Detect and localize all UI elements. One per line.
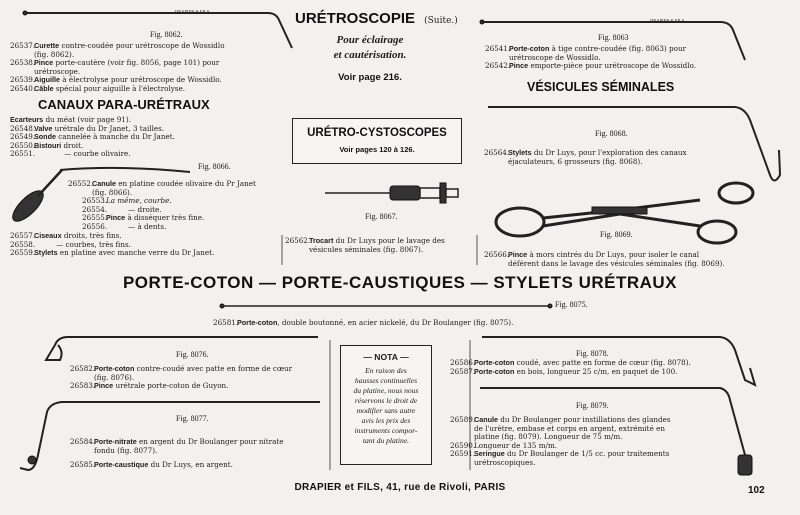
entry-line: urétroscope de Wossidlo. xyxy=(509,52,601,62)
entries-stylets-luys xyxy=(484,149,687,166)
entry-line: 26586.Porte-coton coudé, avec patte en forme de cœur (fig. 8078). xyxy=(450,358,691,367)
entry-line: fondu (fig. 8077). xyxy=(94,445,158,455)
fig-8069-caption: Fig. 8069. xyxy=(600,230,633,239)
fig-8068-caption: Fig. 8068. xyxy=(595,129,628,138)
entry-line: 26564.Stylets du Dr Luys, pour l'exploration des canaux xyxy=(484,148,687,157)
drapier-label: DRAPIER & FILS xyxy=(650,18,685,23)
drapier-label: DRAPIER & FILS xyxy=(175,9,210,14)
page-title: URÉTROSCOPIE xyxy=(295,10,416,27)
page-number: 102 xyxy=(748,485,765,496)
cysto-heading: URÉTRO-CYSTOSCOPES xyxy=(307,127,447,139)
nota-line: modifier sans autre xyxy=(356,406,416,415)
entries-pince-luys xyxy=(484,251,725,268)
entries-8078 xyxy=(450,359,691,376)
entries-canule xyxy=(68,180,256,232)
entry-line: 26584.Porte-nitrate en argent du Dr Boulanger pour nitrate xyxy=(70,437,284,446)
nota-box xyxy=(340,345,432,465)
fig-8078-caption: Fig. 8078. xyxy=(576,349,609,358)
entry-line: 26549.Sonde cannelée à manche du Dr Janet. xyxy=(10,132,175,142)
entry-line: urétroscopiques. xyxy=(474,457,536,467)
entries-ciseaux xyxy=(10,232,214,258)
subtitle-line2: et cautérisation. xyxy=(333,49,407,61)
stylets-luys-illustration xyxy=(488,107,780,181)
entry-line: 26552.Canule en platine coudée olivaire du Pr Janet xyxy=(68,179,256,188)
entries-8076 xyxy=(70,365,292,391)
entry-line: 26589.Canule du Dr Boulanger pour instillations des glandes xyxy=(450,415,671,424)
entry-8075: 26581.Porte-coton, double boutonné, en acier nickelé, du Dr Boulanger (fig. 8075). xyxy=(213,318,514,327)
fig-8063-caption: Fig. 8063 xyxy=(598,33,629,42)
nota-line: hausses continuelles xyxy=(354,376,418,385)
entry-line: 26554. — droite. xyxy=(82,204,162,214)
trocart-illustration xyxy=(325,183,458,203)
entry-line: platine (fig. 8079). Longueur de 75 m/m. xyxy=(474,432,623,442)
entry-line: 26557.Ciseaux droits, très fins. xyxy=(10,231,122,240)
nota-line: avis les prix des xyxy=(361,416,411,425)
entry-line: 26558. — courbes, très fins. xyxy=(10,239,131,249)
page-title-suite: (Suite.) xyxy=(424,16,458,26)
entry-line: 26590.Longueur de 135 m/m. xyxy=(450,440,558,450)
page-header xyxy=(295,8,458,27)
entries-8079 xyxy=(450,416,671,468)
entry-line: déférent dans le lavage des vésicules séminales (fig. 8069). xyxy=(508,258,725,268)
entries-porte-coton-8063 xyxy=(485,45,696,71)
entry-line: (fig. 8062). xyxy=(34,49,75,59)
entry-line: 26553.La même, courbe. xyxy=(82,196,172,206)
fig-8079-caption: Fig. 8079. xyxy=(576,401,609,410)
fig-8066-caption: Fig. 8066. xyxy=(198,162,231,171)
voir-page: Voir page 216. xyxy=(338,72,402,83)
entry-line: 26548.Valve urétrale du Dr Janet, 3 tailles. xyxy=(10,123,165,133)
entry-line: 26550.Bistouri droit. xyxy=(10,140,84,150)
entries-8077 xyxy=(70,438,284,470)
porte-coton-boulanger-illustration xyxy=(220,304,552,308)
nota-line: réservons le droit de xyxy=(354,396,418,405)
nota-line: En raison des xyxy=(365,366,407,375)
entry-line: 26585.Porte-caustique du Dr Luys, en argent. xyxy=(70,460,233,470)
entry-line: 26555.Pince à disséquer très fine. xyxy=(82,213,205,223)
entry-line: (fig. 8076). xyxy=(94,372,135,382)
entry-line: 26541.Porte-coton à tige contre-coudée (fig. 8063) pour xyxy=(485,44,687,53)
entry-line: vésicules séminales (fig. 8067). xyxy=(309,244,424,254)
entry-line: 26591.Seringue du Dr Boulanger de 1/5 cc. pour traitements xyxy=(450,449,670,459)
entry-line: 26566.Pince à mors cintrés du Dr Luys, pour isoler le canal xyxy=(484,250,700,259)
entry-line: 26538.Pince porte-cautère (voir fig. 8056, page 101) pour xyxy=(10,58,220,68)
entry-line: éjaculateurs, 6 grosseurs (fig. 8068). xyxy=(508,156,643,166)
entry-line: urétroscope. xyxy=(34,66,81,76)
entry-line: 26587.Porte-coton en bois, longueur 25 c/m, en paquet de 100. xyxy=(450,366,678,376)
fig-8076-caption: Fig. 8076. xyxy=(176,350,209,359)
entry-line: 26537.Curette contre-coudée pour urétroscope de Wossidlo xyxy=(10,41,225,50)
entry-line: 26551. — courbe olivaire. xyxy=(10,149,131,159)
entry-line: 26540.Câble spécial pour aiguille à l'électrolyse. xyxy=(10,83,186,93)
entry-line: de l'urètre, embase et corps en argent, extrémité en xyxy=(474,423,665,433)
entries-canaux xyxy=(10,116,175,159)
entry-line: 26556. — à dents. xyxy=(82,221,167,231)
entry-line: (fig. 8066). xyxy=(92,187,133,197)
entry-line: 26583.Pince urétrale porte-coton de Guyon. xyxy=(70,381,229,391)
entry-line: 26539.Aiguille à électrolyse pour urétroscope de Wossidlo. xyxy=(10,75,222,85)
entry-line: Ecarteurs du méat (voir page 91). xyxy=(10,115,131,124)
fig-8067-caption: Fig. 8067. xyxy=(365,212,398,221)
entry-line: 26559.Stylets en platine avec manche verre du Dr Janet. xyxy=(10,248,215,258)
nota-text xyxy=(341,366,431,446)
canaux-heading: CANAUX PARA-URÉTRAUX xyxy=(38,97,210,112)
cysto-box xyxy=(292,118,462,164)
nota-title: — NOTA — xyxy=(363,352,409,362)
entry-trocart xyxy=(285,237,445,254)
vesicules-heading: VÉSICULES SÉMINALES xyxy=(527,80,675,94)
fig-8075-caption: Fig. 8075. xyxy=(555,300,588,309)
entry-line: 26562.Trocart du Dr Luys pour le lavage des xyxy=(285,236,445,245)
entries-wossidlo xyxy=(10,42,225,94)
nota-line: du platine, nous nous xyxy=(353,386,419,395)
footer-company: DRAPIER et FILS, 41, rue de Rivoli, PARIS xyxy=(294,482,506,493)
nota-line: tant du platine. xyxy=(362,436,410,445)
entry-line: 26542.Pince emporte-pièce pour urétroscope de Wossidlo. xyxy=(485,61,697,71)
fig-8077-caption: Fig. 8077. xyxy=(176,414,209,423)
section2-heading: PORTE-COTON — PORTE-CAUSTIQUES — STYLETS URÉTRAUX xyxy=(122,273,678,292)
entry-line: 26582.Porte-coton contre-coudé avec patte en forme de cœur xyxy=(70,364,293,373)
subtitle-line1: Pour éclairage xyxy=(336,34,404,46)
cysto-voir: Voir pages 120 à 126. xyxy=(339,145,415,154)
nota-line: instruments compor- xyxy=(354,426,418,435)
fig-8062-caption: Fig. 8062. xyxy=(150,30,183,39)
